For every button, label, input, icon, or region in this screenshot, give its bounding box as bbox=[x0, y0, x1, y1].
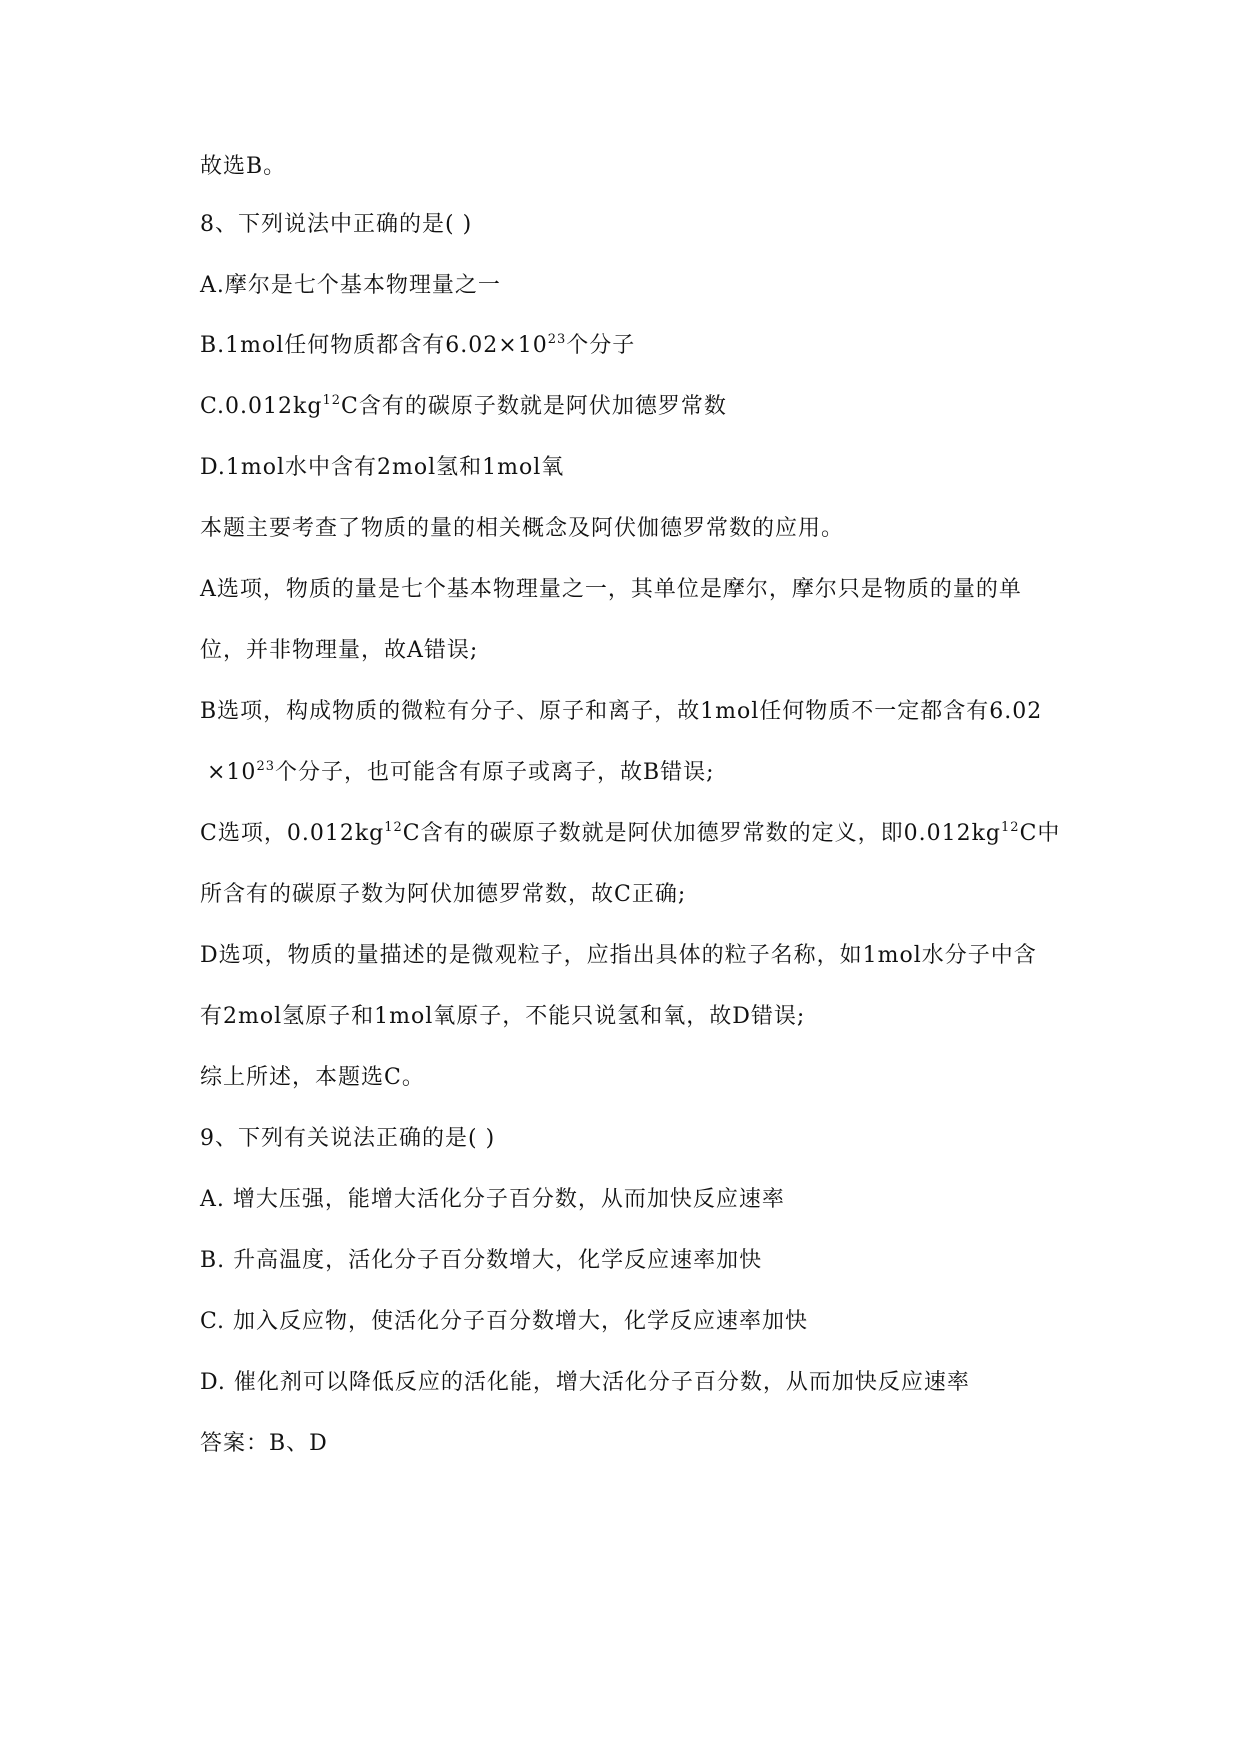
q8-analysis-a-line1: A选项，物质的量是七个基本物理量之一，其单位是摩尔，摩尔只是物质的量的单 bbox=[200, 577, 1022, 602]
q9-option-a: A. 增大压强，能增大活化分子百分数，从而加快反应速率 bbox=[200, 1187, 785, 1212]
q8-analysis-b-text: ×10 bbox=[207, 760, 257, 785]
q8-option-b bbox=[200, 331, 635, 361]
q8-option-b-tail: 个分子 bbox=[566, 333, 636, 358]
q8-analysis-c-text: C选项，0.012kg bbox=[200, 821, 385, 846]
q9-option-d: D. 催化剂可以降低反应的活化能，增大活化分子百分数，从而加快反应速率 bbox=[200, 1370, 970, 1395]
q8-stem: 8、下列说法中正确的是( ) bbox=[200, 212, 473, 237]
q8-option-c bbox=[200, 392, 727, 422]
q8-analysis-intro: 本题主要考查了物质的量的相关概念及阿伏伽德罗常数的应用。 bbox=[200, 516, 845, 541]
q8-analysis-c-line2: 所含有的碳原子数为阿伏加德罗常数，故C正确; bbox=[200, 882, 687, 907]
q8-analysis-c-tail: C中 bbox=[1019, 821, 1061, 846]
q8-analysis-b-tail: 个分子，也可能含有原子或离子，故B错误; bbox=[274, 760, 715, 785]
q9-answer: 答案：B、D bbox=[200, 1431, 328, 1456]
q8-analysis-a-line2: 位，并非物理量，故A错误; bbox=[200, 638, 479, 663]
q9-option-c: C. 加入反应物，使活化分子百分数增大，化学反应速率加快 bbox=[200, 1309, 809, 1334]
q9-stem: 9、下列有关说法正确的是( ) bbox=[200, 1126, 496, 1151]
q8-analysis-c-mass-number-2: 12 bbox=[1001, 820, 1020, 835]
q8-conclusion: 综上所述，本题选C。 bbox=[200, 1065, 425, 1090]
q8-option-c-text: C.0.012kg bbox=[200, 394, 323, 419]
q9-option-b: B. 升高温度，活化分子百分数增大，化学反应速率加快 bbox=[200, 1248, 763, 1273]
q8-option-a: A.摩尔是七个基本物理量之一 bbox=[200, 273, 501, 298]
q8-option-b-exponent: 23 bbox=[547, 332, 567, 347]
q8-option-b-text: B.1mol任何物质都含有6.02×10 bbox=[200, 333, 548, 358]
q8-option-d: D.1mol水中含有2mol氢和1mol氧 bbox=[200, 455, 565, 480]
q8-analysis-b-line1: B选项，构成物质的微粒有分子、原子和离子，故1mol任何物质不一定都含有6.02 bbox=[200, 699, 1043, 724]
q8-analysis-d-line1: D选项，物质的量描述的是微观粒子，应指出具体的粒子名称，如1mol水分子中含 bbox=[200, 943, 1037, 968]
q8-analysis-b-exponent: 23 bbox=[256, 759, 275, 774]
q8-analysis-c-mid: C含有的碳原子数就是阿伏加德罗常数的定义，即0.012kg bbox=[402, 821, 1002, 846]
q8-analysis-b-line2 bbox=[207, 758, 715, 788]
q8-option-c-mass-number: 12 bbox=[322, 393, 341, 408]
q8-analysis-c-mass-number-1: 12 bbox=[384, 820, 403, 835]
q7-conclusion: 故选B。 bbox=[200, 154, 287, 179]
q8-analysis-d-line2: 有2mol氢原子和1mol氧原子，不能只说氢和氧，故D错误; bbox=[200, 1004, 806, 1029]
q8-option-c-tail: C含有的碳原子数就是阿伏加德罗常数 bbox=[340, 394, 727, 419]
q8-analysis-c-line1 bbox=[200, 819, 1060, 849]
